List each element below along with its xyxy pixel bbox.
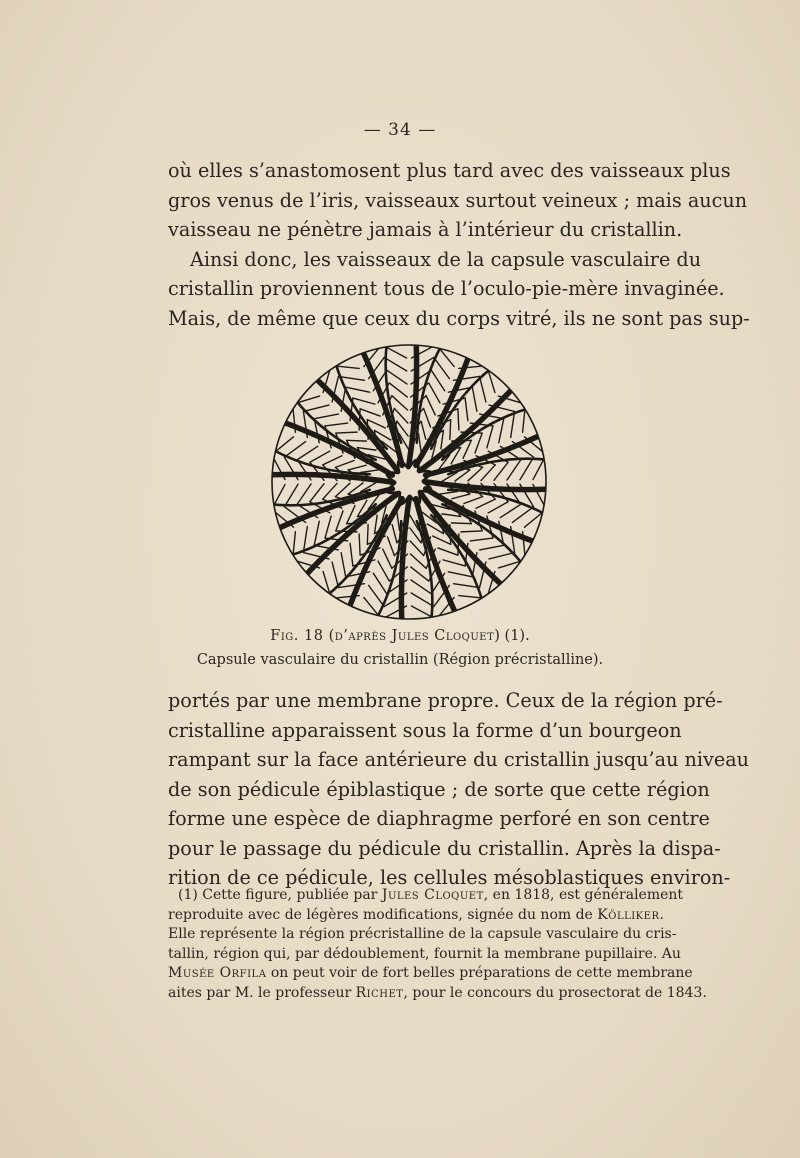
footnote-author: Richet	[355, 984, 404, 1001]
footnote-author: Jules Cloquet	[381, 887, 484, 903]
figure-caption-line-2: Capsule vasculaire du cristallin (Région précristalline).	[196, 652, 604, 668]
striation-line	[282, 537, 284, 567]
striation-line	[534, 537, 536, 567]
striation-line	[282, 397, 284, 427]
footnote-line	[168, 964, 693, 984]
striation-line	[324, 355, 354, 357]
striation-line	[546, 485, 554, 512]
footnote-text: (1) Cette figure, publiée par	[178, 887, 382, 903]
text-line: Mais, de même que ceux du corps vitré, ils ne sont pas sup-	[168, 306, 750, 330]
text-line: cristallin proviennent tous de l’oculo-pie-mère invaginée.	[168, 277, 725, 300]
footnote-line	[168, 906, 664, 926]
striation-line	[534, 397, 536, 427]
page-number: — 34 —	[363, 120, 437, 140]
text-line: cristalline apparaissent sous la forme d’un bourgeon	[168, 718, 682, 742]
text-line: où elles s’anastomosent plus tard avec des vaisseaux plus	[168, 159, 731, 182]
footnote-text: , pour le concours du prosectorat de 1843.	[403, 984, 707, 1001]
striation-line	[379, 340, 406, 345]
footnote	[168, 886, 707, 1003]
text-line: Ainsi donc, les vaisseaux de la capsule vasculaire du	[190, 247, 702, 271]
striation-line	[264, 485, 272, 512]
striation-line	[264, 452, 272, 479]
striation-line	[464, 607, 494, 609]
striation-line	[367, 525, 368, 545]
text-line: vaisseau ne pénètre jamais à l’intérieur du cristallin.	[168, 218, 683, 241]
text-line: de son pédicule épiblastique ; de sorte que cette région	[168, 777, 710, 801]
paragraph-3	[168, 686, 750, 893]
text-line: gros venus de l’iris, vaisseaux surtout veineux ; mais aucun	[168, 188, 748, 212]
text-line: pour le passage du pédicule du cristallin. Après la dispa-	[168, 836, 721, 860]
striation-line	[450, 420, 451, 440]
caption-author: Jules Cloquet	[391, 628, 495, 644]
footnote-museum: Musée Orfila	[168, 965, 267, 981]
striation-line	[412, 619, 439, 625]
footnote-text: on peut voir de fort belles préparations de cette membrane	[266, 965, 693, 981]
footnote-line	[168, 886, 684, 906]
footnote-text: aites par M. le professeur	[168, 984, 356, 1001]
footnote-author: Kölliker	[597, 906, 660, 923]
striation-line	[347, 440, 367, 441]
striation-line	[359, 534, 360, 555]
caption-suffix: ) (1).	[494, 628, 530, 644]
striation-line	[452, 523, 472, 524]
footnote-text: , en 1818, est généralement	[483, 887, 684, 903]
figure-caption-line-1	[0, 628, 800, 644]
striation-line	[464, 355, 494, 357]
text-line: forme une espèce de diaphragme perforé en son centre	[168, 807, 710, 830]
footnote-line: tallin, région qui, par dédoublement, fournit la membrane pupillaire. Au	[168, 945, 681, 962]
text-line: rition de ce pédicule, les cellules mésoblastiques environ-	[168, 866, 731, 889]
text-line: rampant sur la face antérieure du cristallin jusqu’au niveau	[168, 748, 750, 771]
lens-vascular-capsule-illustration	[264, 340, 554, 625]
footnote-text: reproduite avec de légères modifications, signée du nom de	[168, 906, 598, 923]
striation-line	[458, 409, 459, 430]
striation-line	[324, 607, 354, 609]
striation-line	[379, 619, 406, 625]
striation-line	[336, 432, 357, 433]
striation-line	[546, 452, 554, 479]
text-line: portés par une membrane propre. Ceux de la région pré-	[168, 689, 723, 712]
footnote-line	[168, 984, 707, 1004]
striation-line	[412, 340, 439, 345]
striation-line	[461, 531, 482, 532]
footnote-line: Elle représente la région précristalline de la capsule vasculaire du cris-	[168, 926, 677, 942]
caption-prefix: Fig. 18 (d’après	[270, 628, 392, 644]
footnote-text: .	[659, 906, 664, 923]
paragraph-1	[168, 156, 750, 333]
